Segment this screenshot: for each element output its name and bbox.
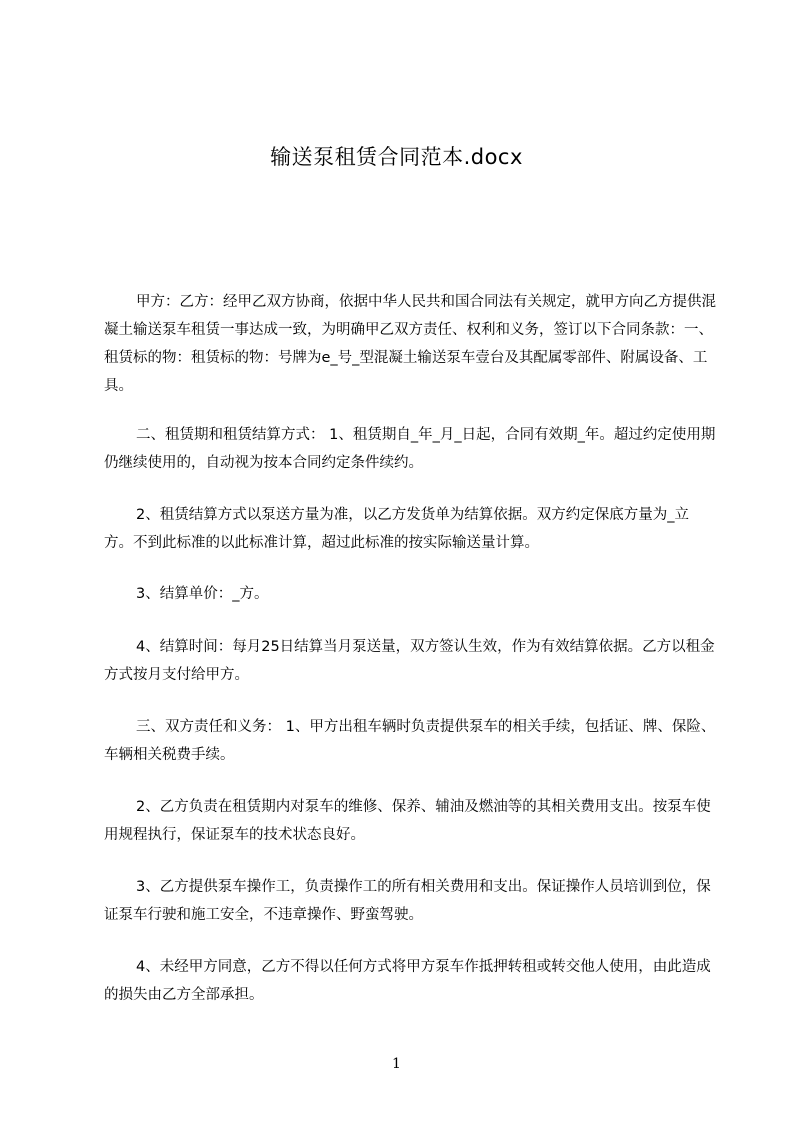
paragraph-responsibilities-party-a: 三、双方责任和义务： 1、甲方出租车辆时负责提供泵车的相关手续，包括证、牌、保险、车辆相关税费手续。 <box>104 719 716 763</box>
paragraph-lease-term: 二、租赁期和租赁结算方式： 1、租赁期自_年_月_日起，合同有效期_年。超过约定使用期仍继续使用的，自动视为按本合同约定条件续约。 <box>104 427 716 471</box>
page-number: 1 <box>392 1056 401 1072</box>
paragraph-parties-and-subject: 甲方：乙方：经甲乙双方协商，依据中华人民共和国合同法有关规定，就甲方向乙方提供混凝土输送泵车租赁一事达成一致，为明确甲乙双方责任、权利和义务，签订以下合同条款：一、租赁标的物：租赁标的物：号牌为e_号_型混凝土输送泵车壹台及其配属零部件、附属设备、工具。 <box>104 294 716 394</box>
document-title: 输送泵租赁合同范本.docx <box>270 145 523 169</box>
paragraph-no-sublease: 4、未经甲方同意，乙方不得以任何方式将甲方泵车作抵押转租或转交他人使用，由此造成的损失由乙方全部承担。 <box>104 959 711 1003</box>
paragraph-maintenance-party-b: 2、乙方负责在租赁期内对泵车的维修、保养、辅油及燃油等的其相关费用支出。按泵车使用规程执行，保证泵车的技术状态良好。 <box>104 799 711 843</box>
paragraph-settlement-method: 2、租赁结算方式以泵送方量为准，以乙方发货单为结算依据。双方约定保底方量为_立方。不到此标准的以此标准计算，超过此标准的按实际输送量计算。 <box>104 507 689 551</box>
paragraph-unit-price: 3、结算单价：_方。 <box>136 586 269 602</box>
paragraph-settlement-time: 4、结算时间：每月25日结算当月泵送量，双方签认生效，作为有效结算依据。乙方以租金方式按月支付给甲方。 <box>104 639 715 683</box>
paragraph-operator-party-b: 3、乙方提供泵车操作工，负责操作工的所有相关费用和支出。保证操作人员培训到位，保证泵车行驶和施工安全，不违章操作、野蛮驾驶。 <box>104 879 711 923</box>
